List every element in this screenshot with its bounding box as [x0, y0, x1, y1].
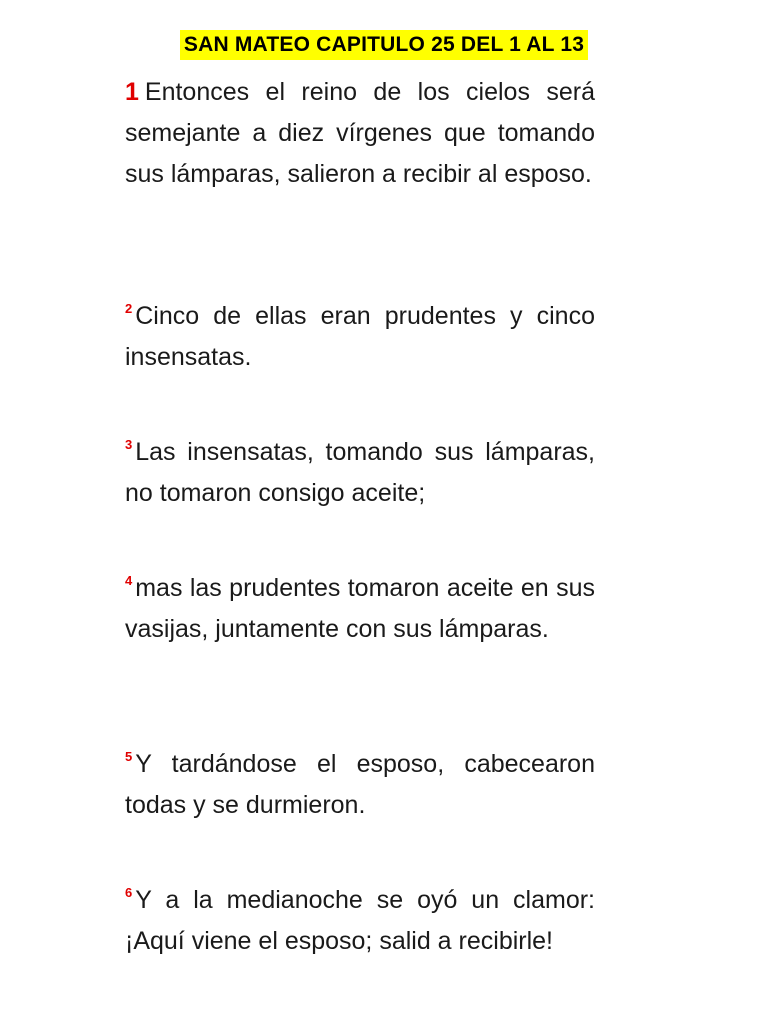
verse-text: Las insensatas, tomando sus lámparas, no tomaron consigo aceite;: [125, 438, 595, 507]
verse-number: 5: [125, 749, 133, 764]
verse-6: [125, 872, 595, 962]
verse-1: [125, 72, 595, 195]
verse-text: Y a la medianoche se oyó un clamor: ¡Aquí viene el esposo; salid a recibirle!: [125, 886, 595, 955]
verse-number: 6: [125, 885, 133, 900]
verse-text: mas las prudentes tomaron aceite en sus vasijas, juntamente con sus lámparas.: [125, 574, 595, 643]
verse-number: 3: [125, 437, 133, 452]
verse-5: [125, 736, 595, 826]
verse-number: 1: [125, 78, 139, 106]
verse-text: Cinco de ellas eran prudentes y cinco insensatas.: [125, 302, 595, 371]
verse-3: [125, 424, 595, 514]
verse-number: 4: [125, 573, 133, 588]
page-title: SAN MATEO CAPITULO 25 DEL 1 AL 13: [180, 30, 588, 60]
verse-4: [125, 560, 595, 650]
verse-2: [125, 288, 595, 378]
title-container: [0, 30, 768, 60]
verse-number: 2: [125, 301, 133, 316]
verse-text: Y tardándose el esposo, cabecearon todas y se durmieron.: [125, 750, 595, 819]
verse-text: Entonces el reino de los cielos será semejante a diez vírgenes que tomando sus lámparas, salieron a recibir al esposo.: [125, 78, 595, 188]
